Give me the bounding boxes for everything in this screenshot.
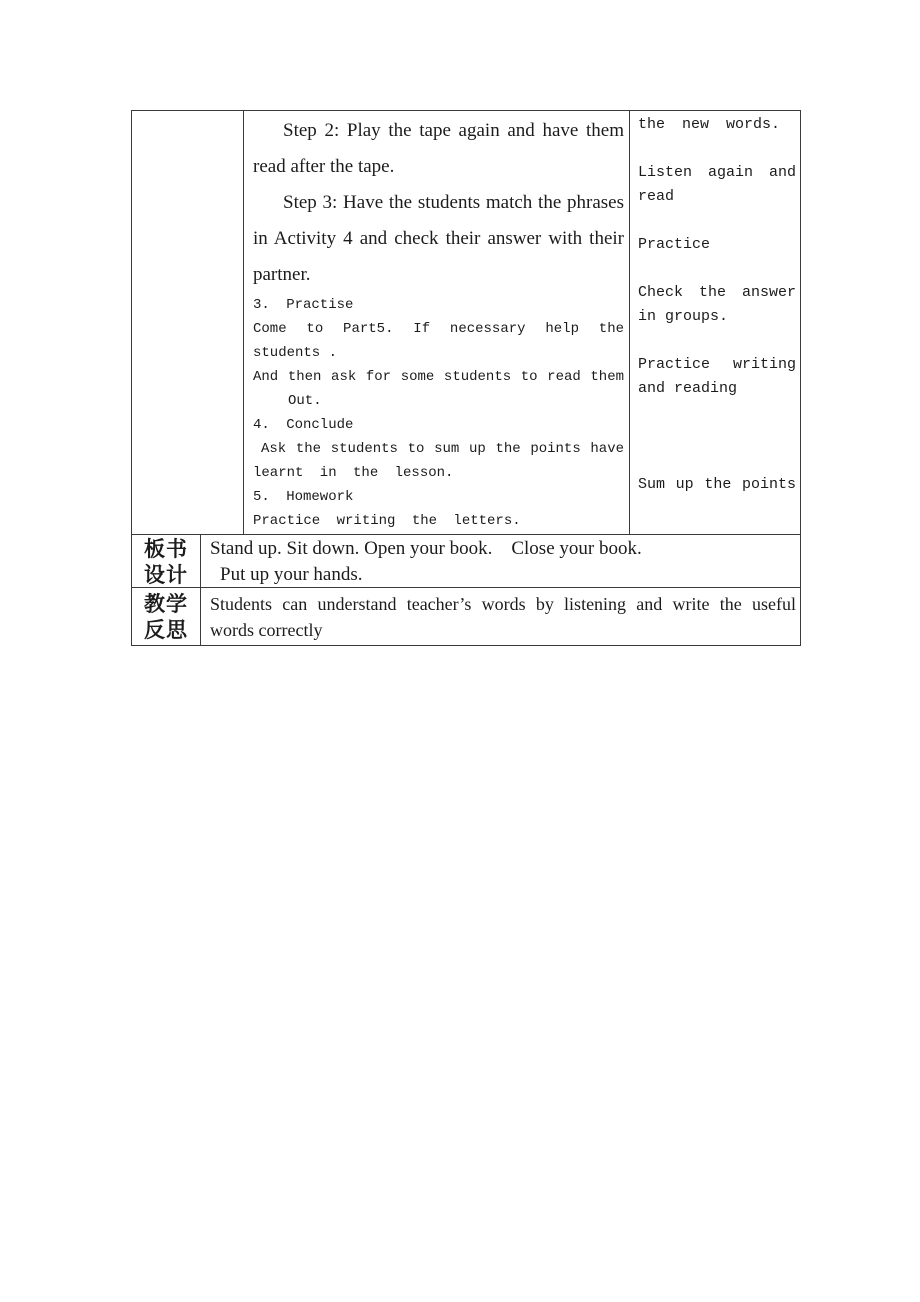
conclude-line: Ask the students to sum up the points have xyxy=(261,441,624,457)
activity-line: Sum up the points xyxy=(638,476,796,493)
practise-heading: 3. Practise xyxy=(253,297,354,313)
teaching-reflection-label-line: 教学 xyxy=(144,592,188,616)
activity-line: Practice xyxy=(638,236,711,253)
step-line: partner. xyxy=(253,264,311,285)
empty-stage-cell xyxy=(132,111,243,534)
homework-heading: 5. Homework xyxy=(253,489,354,505)
practise-line: Out. xyxy=(288,393,322,409)
activity-line xyxy=(638,329,796,353)
board-design-label-line: 设计 xyxy=(144,563,188,587)
activity-line: Listen again and xyxy=(638,164,796,181)
activity-line xyxy=(638,401,796,425)
activity-line xyxy=(638,209,796,233)
activity-line xyxy=(638,257,796,281)
board-design-label-line: 板书 xyxy=(144,537,188,561)
activity-line: and reading xyxy=(638,380,738,397)
teaching-reflection-line: Students can understand teacher’s words by listening and write the useful xyxy=(210,594,796,614)
activity-line: read xyxy=(638,188,675,205)
student-activity-cell xyxy=(630,111,800,534)
step-line: in Activity 4 and check their answer with their xyxy=(253,228,624,249)
activity-line: the new words. xyxy=(638,116,781,133)
activity-line xyxy=(638,137,796,161)
teaching-reflection-line: words correctly xyxy=(210,620,323,640)
board-design-row xyxy=(132,534,800,587)
step-line: Step 3: Have the students match the phrases xyxy=(283,192,624,213)
board-design-line: Stand up. Sit down. Open your book. Close your book. xyxy=(210,538,642,559)
practise-line: Come to Part5. If necessary help the xyxy=(253,321,624,337)
activity-line: Check the answer xyxy=(638,284,796,301)
practise-line: students . xyxy=(253,345,338,361)
teaching-reflection-label xyxy=(132,588,201,645)
board-design-content xyxy=(201,535,800,587)
practise-line: And then ask for some students to read them xyxy=(253,369,624,385)
board-design-label xyxy=(132,535,201,587)
activity-line xyxy=(638,425,796,449)
lesson-plan-table xyxy=(131,110,801,646)
teaching-process-row xyxy=(132,111,800,534)
teaching-reflection-row xyxy=(132,587,800,645)
activity-line: Practice writing xyxy=(638,356,796,373)
teaching-reflection-label-line: 反思 xyxy=(144,618,188,642)
conclude-line: learnt in the lesson. xyxy=(253,465,454,481)
teaching-steps-cell xyxy=(243,111,630,534)
teaching-reflection-content xyxy=(201,588,800,645)
conclude-heading: 4. Conclude xyxy=(253,417,354,433)
step-line: read after the tape. xyxy=(253,156,395,177)
board-design-line: Put up your hands. xyxy=(220,564,363,585)
step-line: Step 2: Play the tape again and have them xyxy=(283,120,624,141)
activity-line: in groups. xyxy=(638,308,729,325)
homework-line: Practice writing the letters. xyxy=(253,513,521,529)
activity-line xyxy=(638,449,796,473)
